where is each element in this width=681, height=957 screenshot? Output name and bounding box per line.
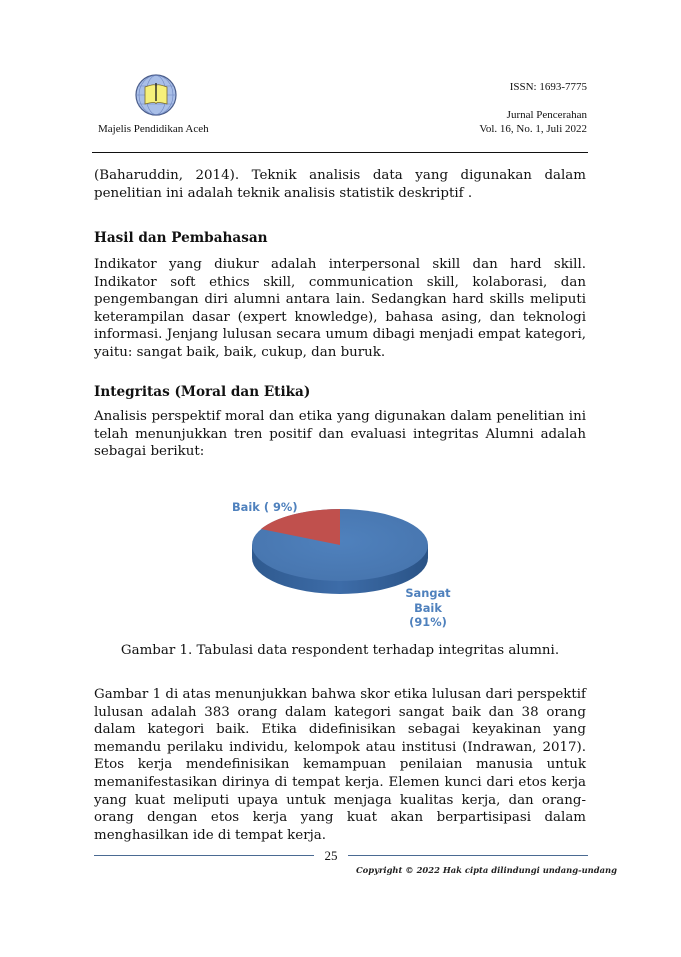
label-baik: Baik ( 9%) — [232, 500, 298, 514]
section-heading-integritas: Integritas (Moral dan Etika) — [94, 384, 311, 400]
section-heading-hasil: Hasil dan Pembahasan — [94, 230, 268, 246]
logo-icon — [135, 74, 177, 116]
org-name: Majelis Pendidikan Aceh — [98, 123, 209, 135]
footer-divider-left — [94, 855, 314, 856]
page-number: 25 — [324, 848, 338, 863]
issn: ISSN: 1693-7775 — [509, 81, 587, 93]
journal-name: Jurnal Pencerahan — [506, 109, 587, 121]
discussion-paragraph: Gambar 1 di atas menunjukkan bahwa skor etika lulusan dari perspektif lulusan adalah 383 orang dalam kategori sangat baik dan 38 orang dalam kategori baik. Etika didefinisikan sebagai keyakinan yang memandu perilaku individu, kelompok atau institusi (Indrawan, 2017). Etos kerja mendefinisikan kemampuan penilaian manusia untuk memanifestasikan dirinya di tempat kerja. Elemen kunci dari etos kerja yang kuat meliputi upaya untuk menjaga kualitas kerja, dan orang-orang dengan etos kerja yang kuat akan berpartisipasi dalam menghasilkan ide di tempat kerja. — [94, 687, 586, 843]
intro-paragraph: (Baharuddin, 2014). Teknik analisis data yang digunakan dalam penelitian ini adalah teknik analisis statistik deskriptif . — [94, 168, 586, 201]
volume-info: Vol. 16, No. 1, Juli 2022 — [479, 123, 587, 135]
label-sangat-baik: Sangat Baik (91%) — [405, 586, 451, 629]
header-divider — [92, 152, 588, 153]
pie-chart — [220, 495, 460, 635]
section-paragraph-hasil: Indikator yang diukur adalah interpersonal skill dan hard skill. Indikator soft ethics skill, communication skill, kolaborasi, dan pengembangan diri alumni antara lain. Sedangkan hard skills meliputi keterampilan dasar (expert knowledge), bahasa asing, dan teknologi informasi. Jenjang lulusan secara umum dibagi menjadi empat kategori, yaitu: sangat baik, baik, cukup, dan buruk. — [94, 257, 586, 360]
section-paragraph-integritas: Analisis perspektif moral dan etika yang digunakan dalam penelitian ini telah menunjukkan tren positif dan evaluasi integritas Alumni adalah sebagai berikut: — [94, 409, 586, 460]
journal-info — [479, 108, 587, 136]
footer-divider-right — [348, 855, 588, 856]
figure-caption: Gambar 1. Tabulasi data respondent terhadap integritas alumni. — [120, 643, 560, 658]
copyright-notice: Copyright © 2022 Hak cipta dilindungi undang-undang — [356, 865, 617, 875]
